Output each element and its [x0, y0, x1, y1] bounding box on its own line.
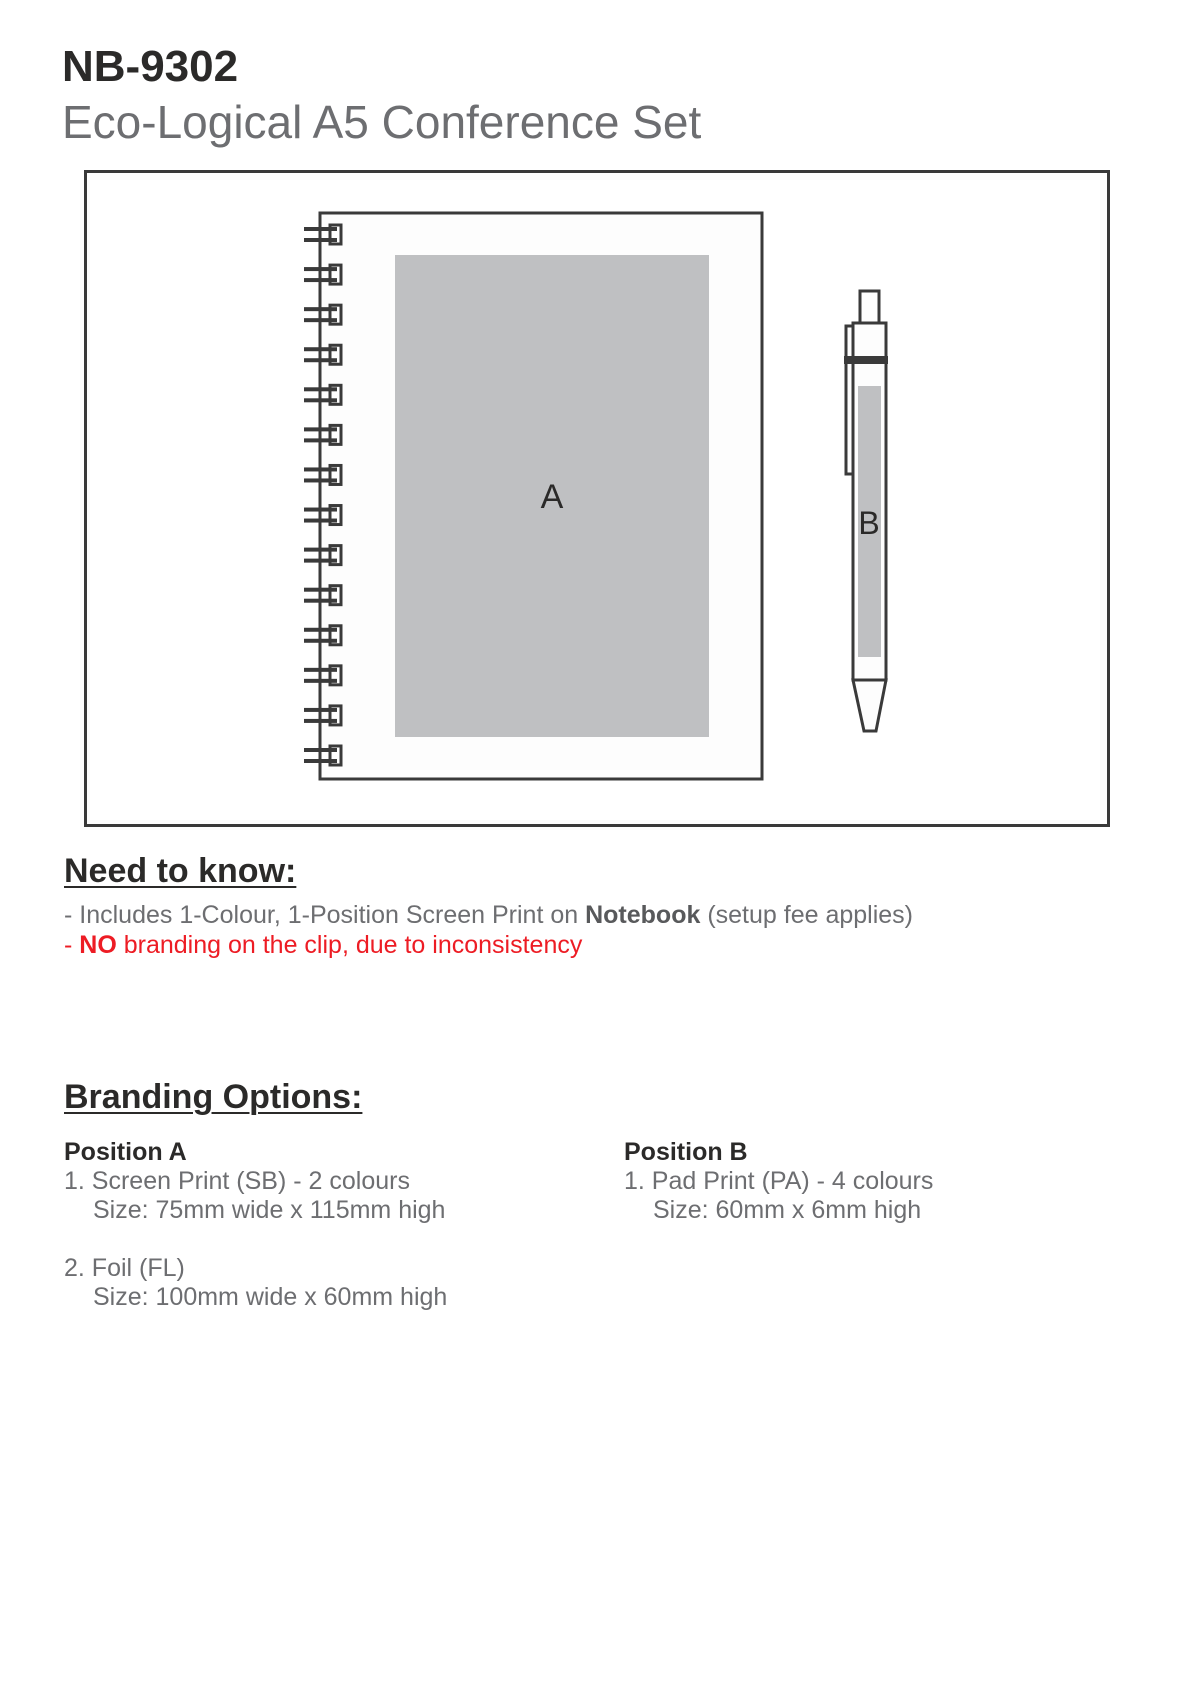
position-a-option-1-method: 1. Screen Print (SB) - 2 colours: [64, 1167, 410, 1195]
position-a-option-2-size: Size: 100mm wide x 60mm high: [93, 1283, 448, 1311]
warning-prefix: -: [64, 931, 80, 959]
position-b-option-1-size: Size: 60mm x 6mm high: [653, 1196, 922, 1224]
position-b-section: [624, 1137, 933, 1225]
pen-clip: [846, 326, 853, 474]
product-illustration-frame: [84, 170, 1110, 827]
position-a-option-2-method: 2. Foil (FL): [64, 1254, 185, 1282]
need-to-know-line-1: [64, 901, 913, 930]
position-a-section: [64, 1137, 447, 1312]
position-a-title: Position A: [64, 1138, 187, 1166]
pen-band: [844, 356, 888, 364]
position-b-option-1-method: 1. Pad Print (PA) - 4 colours: [624, 1167, 934, 1195]
position-b-label: B: [858, 505, 880, 541]
pen-plunger: [860, 291, 879, 323]
position-b-title: Position B: [624, 1138, 748, 1166]
product-code: NB-9302: [62, 42, 239, 91]
warning-bold: NO: [79, 931, 117, 959]
position-a-option-1-size: Size: 75mm wide x 115mm high: [93, 1196, 446, 1224]
line-1-suffix: (setup fee applies): [700, 901, 913, 929]
need-to-know-heading: Need to know:: [64, 852, 297, 890]
product-name: Eco-Logical A5 Conference Set: [62, 96, 702, 148]
need-to-know-warning: [64, 931, 582, 960]
position-a-label: A: [540, 478, 564, 516]
branding-options-heading: Branding Options:: [64, 1078, 363, 1116]
warning-suffix: branding on the clip, due to inconsistency: [116, 931, 583, 959]
line-1-bold: Notebook: [585, 901, 701, 929]
notebook-drawing: [304, 213, 762, 779]
line-1-text: - Includes 1-Colour, 1-Position Screen Print on: [64, 901, 586, 929]
pen-drawing: [844, 291, 888, 731]
pen-tip: [853, 680, 886, 731]
